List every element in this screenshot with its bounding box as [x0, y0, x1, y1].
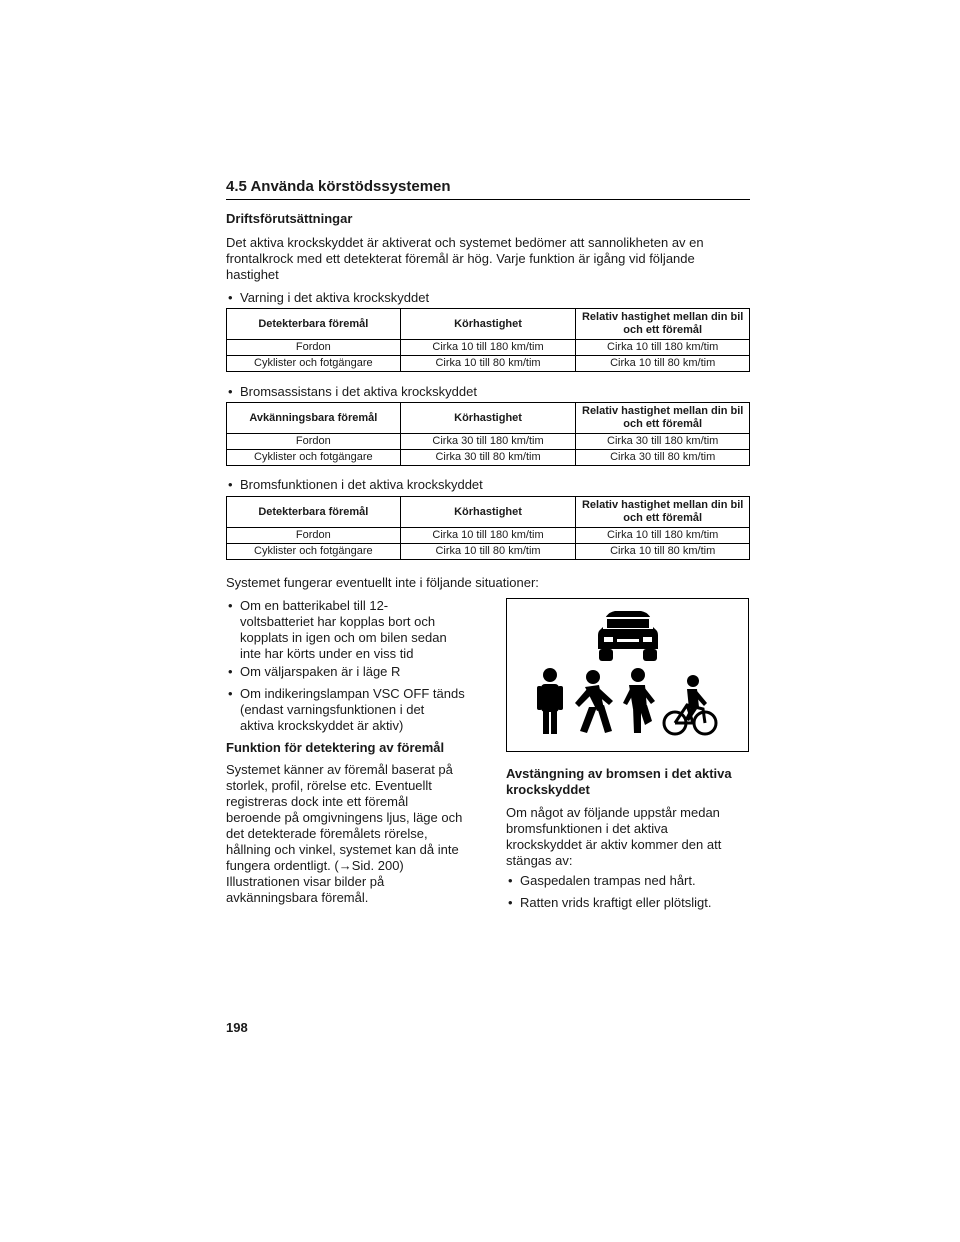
line: hållning och vinkel, systemet kan då inte: [226, 842, 459, 857]
table-header-row: [227, 403, 750, 434]
line: aktiva krockskyddet är aktiv): [240, 718, 404, 733]
page-number: 198: [226, 1020, 248, 1035]
line: stängas av:: [506, 853, 573, 868]
braking-heading: [506, 766, 732, 798]
line: inte har körts under en viss tid: [240, 646, 414, 661]
line: Illustrationen visar bilder på: [226, 874, 385, 889]
line: krockskyddet: [506, 782, 590, 797]
table-row: [227, 450, 750, 466]
table-row: [227, 356, 750, 372]
table-cell: Cirka 10 till 180 km/tim: [400, 340, 576, 356]
table-cell: Cirka 10 till 180 km/tim: [576, 528, 750, 544]
intro-paragraph: Det aktiva krockskyddet är aktiverat och systemet bedömer att sannolikheten av en frontalkrock med ett detekterat föremål är hög. Varje funktion är igång vid följande hastighet: [226, 235, 704, 282]
pedestrian-standing-icon: [537, 668, 563, 734]
table-cell: Cirka 10 till 80 km/tim: [576, 356, 750, 372]
table-cell: Cirka 30 till 180 km/tim: [400, 434, 576, 450]
line: krockskyddet är aktiv kommer den att: [506, 837, 722, 852]
pedestrian-walking-icon: [575, 670, 613, 733]
table-cell: Cyklister och fotgängare: [227, 544, 401, 560]
conditions-heading: Driftsförutsättningar: [226, 211, 353, 226]
line: kopplats in igen och om bilen sedan: [240, 630, 447, 645]
line: Systemet känner av föremål baserat på: [226, 762, 453, 777]
table-row: [227, 340, 750, 356]
table-cell: Cirka 10 till 180 km/tim: [576, 340, 750, 356]
section-divider: [226, 199, 750, 200]
table-row: [227, 544, 750, 560]
table-cell: Fordon: [227, 528, 401, 544]
table-brake-assist: [226, 402, 750, 466]
table-cell: Cirka 10 till 180 km/tim: [400, 528, 576, 544]
braking-paragraph: [506, 805, 750, 869]
detectable-objects-illustration: [506, 598, 749, 752]
table-row: [227, 528, 750, 544]
table-warning: [226, 308, 750, 372]
column-header: Körhastighet: [400, 309, 576, 340]
column-header: Detekterbara föremål: [227, 309, 401, 340]
table-cell: Fordon: [227, 434, 401, 450]
manual-page: 4.5 Använda körstödssystemen Driftsförutsättningar Det aktiva krockskyddet är aktiverat och systemet bedömer att sannolikheten av en frontalkrock med ett detekterat föremål är hög. Varje funktion är igång vid följande hastighet • Varning i det aktiva krockskyddet Detekterbara föremål Körhastighet Relativ hastighet mellan din bil och ett föremål Fordon Cirka 10 till 180 km/tim Cirka 10 till 180 km/tim Cyklister och fotgängare Cirka 10 till 80 km/tim Cirka 10 till 80 km/tim • Bromsassistans i det aktiva krockskyddet Avkänningsbara föremål Körhastighet Relativ hastighet mellan din bil och ett föremål Fordon Cirka 30 till 180 km/tim Cirka 30 till 180 km/tim Cyklister och fotgängare Cirka 30 till 80 km/tim Cirka 30 till 80 km/tim • Bromsfunktionen i det aktiva krockskyddet Detekterbara föremål Körhastighet Relativ hastighet mellan din bil och ett föremål Fordon Cirka 10 till 180 km/tim Cirka 10 till 180 km/tim Cyklister och fotgängare Cirka 10 till 80 km/tim Cirka 10 till 80 km/tim Systemet fungerar eventuellt inte i följande situationer: • Om en batterikabel till 12- voltsbatteriet har kopplas bort och kopplats in igen och om bilen sedan inte har körts under en viss tid • Om väljarspaken är i läge R • Om indikeringslampan VSC OFF tänds (endast varningsfunktionen i det aktiva krockskyddet är aktiv) Funktion för detektering av föremål Systemet känner av föremål baserat på storlek, profil, rörelse etc. Eventuellt registreras dock inte ett föremål beroende på omgivningens ljus, läge och det detekterade föremålets rörelse, hållning och vinkel, systemet kan då inte fungera ordentligt. (→Sid. 200) Illustrationen visar bilder på avkänningsbara föremål. Avstängning av bromsen i det aktiva krockskyddet Om något av följande uppstår medan bromsfunktionen i det aktiva krockskyddet är aktiv kommer den att stängas av: • Gaspedalen trampas ned hårt. • Ratten vrids kraftigt eller plötsligt. 198: [0, 0, 960, 1242]
table-cell: Cirka 10 till 80 km/tim: [400, 356, 576, 372]
column-header: Relativ hastighet mellan din bil och ett föremål: [576, 309, 750, 340]
column-header: Körhastighet: [400, 403, 576, 434]
cyclist-icon: [664, 675, 716, 734]
detection-paragraph: [226, 762, 476, 906]
line: (endast varningsfunktionen i det: [240, 702, 425, 717]
table-cell: Cyklister och fotgängare: [227, 356, 401, 372]
table-cell: Cirka 30 till 80 km/tim: [576, 450, 750, 466]
table-cell: Cyklister och fotgängare: [227, 450, 401, 466]
line: Om något av följande uppstår medan: [506, 805, 720, 820]
table-cell: Cirka 30 till 180 km/tim: [576, 434, 750, 450]
line: Om indikeringslampan VSC OFF tänds: [240, 686, 465, 701]
column-header: Avkänningsbara föremål: [227, 403, 401, 434]
section-title: 4.5 Använda körstödssystemen: [226, 178, 451, 195]
line: Om en batterikabel till 12-: [240, 598, 389, 613]
line: avkänningsbara föremål.: [226, 890, 369, 905]
column-header: Relativ hastighet mellan din bil och ett föremål: [576, 497, 750, 528]
detection-heading: Funktion för detektering av föremål: [226, 740, 445, 755]
column-header: Körhastighet: [400, 497, 576, 528]
line: storlek, profil, rörelse etc. Eventuellt: [226, 778, 432, 793]
pedestrian-stepping-icon: [623, 668, 655, 733]
column-header: Relativ hastighet mellan din bil och ett föremål: [576, 403, 750, 434]
table-header-row: [227, 497, 750, 528]
car-icon: [598, 611, 658, 661]
table-cell: Cirka 30 till 80 km/tim: [400, 450, 576, 466]
table-header-row: [227, 309, 750, 340]
line: beroende på omgivningens ljus, läge och: [226, 810, 463, 825]
table-3-caption: Bromsfunktionen i det aktiva krockskyddet: [240, 477, 483, 492]
column-header: Detekterbara föremål: [227, 497, 401, 528]
line: voltsbatteriet har kopplas bort och: [240, 614, 436, 629]
table-2-caption: Bromsassistans i det aktiva krockskyddet: [240, 384, 477, 399]
line: Avstängning av bromsen i det aktiva: [506, 766, 732, 781]
line: bromsfunktionen i det aktiva: [506, 821, 668, 836]
table-row: [227, 434, 750, 450]
situations-intro: Systemet fungerar eventuellt inte i följande situationer:: [226, 575, 539, 590]
line: registreras dock inte ett föremål: [226, 794, 409, 809]
table-cell: Cirka 10 till 80 km/tim: [400, 544, 576, 560]
line: fungera ordentligt. (→Sid. 200): [226, 858, 404, 873]
table-1-caption: Varning i det aktiva krockskyddet: [240, 290, 430, 305]
line: det detekterade föremålets rörelse,: [226, 826, 428, 841]
table-cell: Fordon: [227, 340, 401, 356]
line: Om väljarspaken är i läge R: [240, 664, 401, 679]
table-cell: Cirka 10 till 80 km/tim: [576, 544, 750, 560]
table-brake-function: [226, 496, 750, 560]
